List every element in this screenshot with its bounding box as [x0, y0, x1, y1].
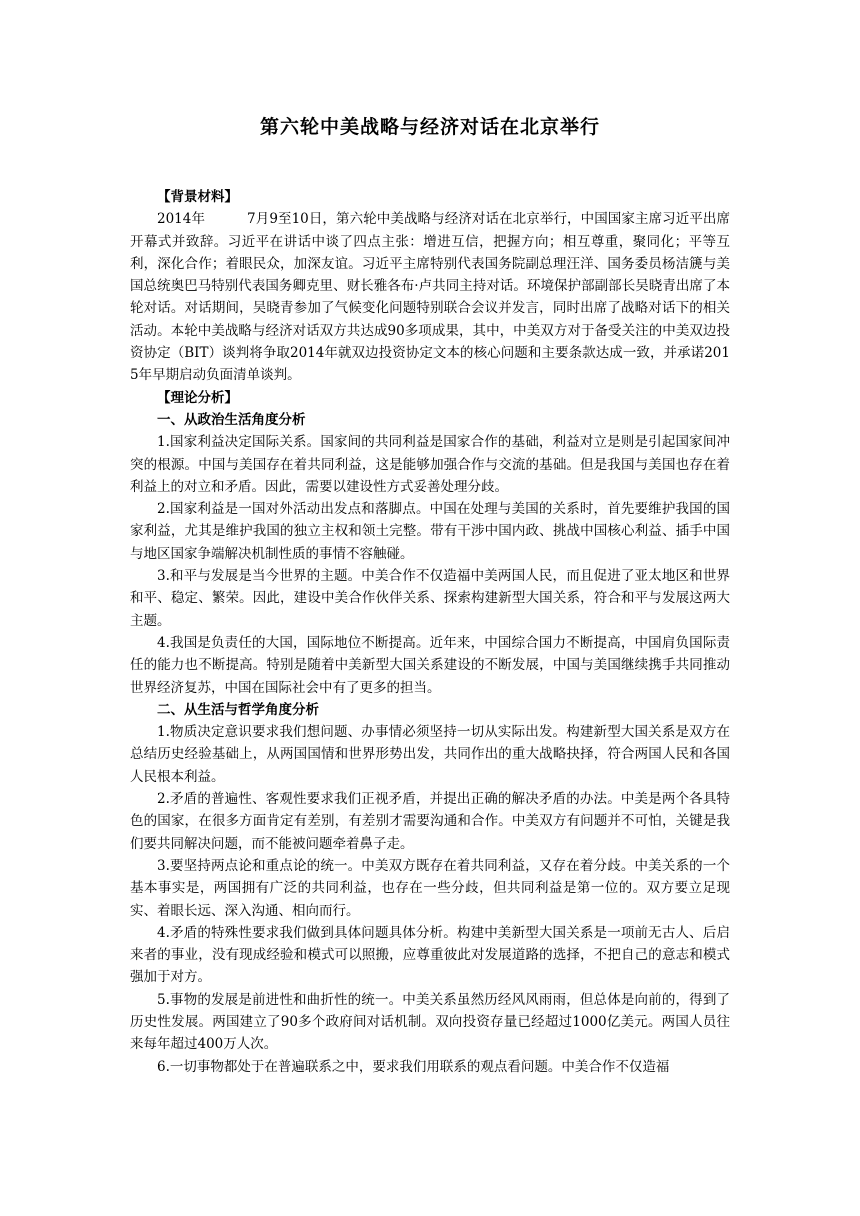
politics-paragraph-4: 4.我国是负责任的大国，国际地位不断提高。近年来，中国综合国力不断提高，中国肩负国际责任的能力也不断提高。特别是随着中美新型大国关系建设的不断发展，中国与美国继续携手共同推动世界经济复苏，中国在国际社会中有了更多的担当。 [130, 634, 730, 696]
page-title: 第六轮中美战略与经济对话在北京举行 [259, 116, 600, 138]
document-page [130, 112, 730, 1078]
background-heading: 【背景材料】 [157, 189, 238, 205]
politics-paragraph-1: 1.国家利益决定国际关系。国家间的共同利益是国家合作的基础，利益对立是则是引起国家间冲突的根源。中国与美国存在着共同利益，这是能够加强合作与交流的基础。但是我国与美国也存在着利益上的对立和矛盾。因此，需要以建设性方式妥善处理分歧。 [130, 434, 730, 495]
background-year: 2014年 [157, 211, 206, 228]
philosophy-paragraph-2: 2.矛盾的普遍性、客观性要求我们正视矛盾，并提出正确的解决矛盾的办法。中美是两个各具特色的国家，在很多方面肯定有差别，有差别才需要沟通和合作。中美双方有问题并不可怕，关键是我们要共同解决问题，而不能被问题牵着鼻子走。 [130, 791, 730, 852]
analysis-heading: 【理论分析】 [157, 389, 238, 406]
section-heading-politics: 一、从政治生活角度分析 [157, 411, 306, 428]
background-paragraph [130, 208, 730, 386]
philosophy-paragraph-4: 4.矛盾的特殊性要求我们做到具体问题具体分析。构建中美新型大国关系是一项前无古人、后启来者的事业，没有现成经验和模式可以照搬，应尊重彼此对发展道路的选择，不把自己的意志和模式强加于对方。 [130, 924, 730, 986]
philosophy-paragraph-3: 3.要坚持两点论和重点论的统一。中美双方既存在着共同利益，又存在着分歧。中美关系的一个基本事实是，两国拥有广泛的共同利益，也存在一些分歧，但共同利益是第一位的。双方要立足现实、着眼长远、深入沟通、相向而行。 [130, 857, 730, 919]
section-heading-philosophy: 二、从生活与哲学角度分析 [157, 701, 319, 718]
philosophy-paragraph-5: 5.事物的发展是前进性和曲折性的统一。中美关系虽然历经风风雨雨，但总体是向前的，得到了历史性发展。两国建立了90多个政府间对话机制。双向投资存量已经超过1000亿美元。两国人员往来每年超过400万人次。 [130, 991, 730, 1053]
philosophy-paragraph-1: 1.物质决定意识要求我们想问题、办事情必须坚持一切从实际出发。构建新型大国关系是双方在总结历史经验基础上，从两国国情和世界形势出发，共同作出的重大战略抉择，符合两国人民和各国人民根本利益。 [130, 724, 730, 785]
politics-paragraph-2: 2.国家利益是一国对外活动出发点和落脚点。中国在处理与美国的关系时，首先要维护我国的国家利益，尤其是维护我国的独立主权和领土完整。带有干涉中国内政、挑战中国核心利益、插手中国与地区国家争端解决机制性质的事情不容触碰。 [130, 501, 730, 562]
philosophy-paragraph-6: 6.一切事物都处于在普遍联系之中，要求我们用联系的观点看问题。中美合作不仅造福 [157, 1058, 670, 1075]
politics-paragraph-3: 3.和平与发展是当今世界的主题。中美合作不仅造福中美两国人民，而且促进了亚太地区和世界和平、稳定、繁荣。因此，建设中美合作伙伴关系、探索构建新型大国关系，符合和平与发展这两大主题。 [130, 568, 730, 629]
background-text: 7月9至10日，第六轮中美战略与经济对话在北京举行，中国国家主席习近平出席开幕式并致辞。习近平在讲话中谈了四点主张：增进互信，把握方向；相互尊重，聚同化；平等互利，深化合作；着眼民众，加深友谊。习近平主席特别代表国务院副总理汪洋、国务委员杨洁篪与美国总统奥巴马特别代表国务卿克里、财长雅各布·卢共同主持对话。环境保护部副部长吴晓青出席了本轮对话。对话期间，吴晓青参加了气候变化问题特别联合会议并发言，同时出席了战略对话下的相关活动。本轮中美战略与经济对话双方共达成90多项成果，其中，中美双方对于备受关注的中美双边投资协定（BIT）谈判将争取2014年就双边投资协定文本的核心问题和主要条款达成一致，并承诺2015年早期启动负面清单谈判。 [130, 211, 731, 384]
